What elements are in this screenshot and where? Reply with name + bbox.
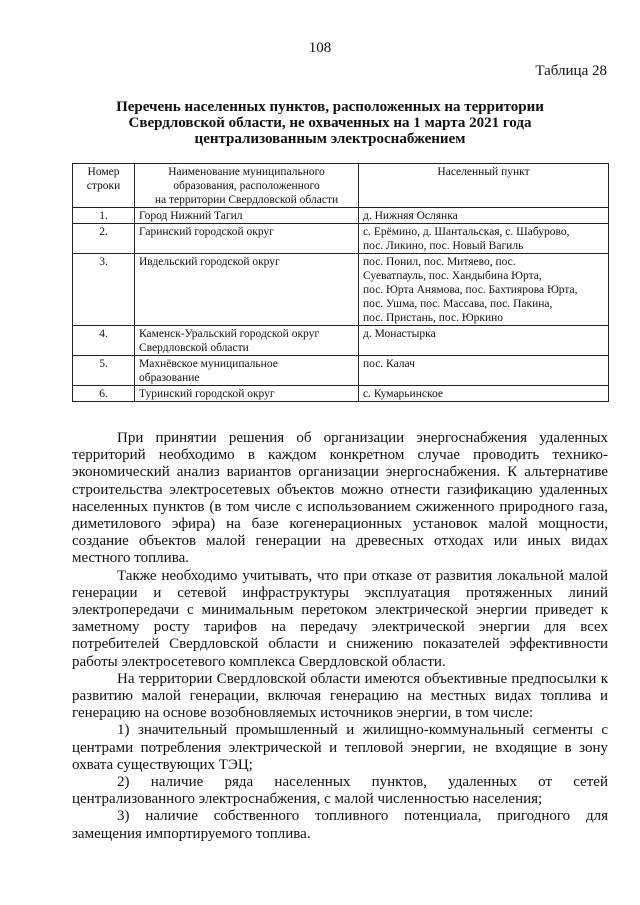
row-number: 1. — [73, 208, 135, 224]
row-number: 2. — [73, 224, 135, 254]
municipality-cell: Ивдельский городской округ — [135, 254, 359, 326]
row-number: 3. — [73, 254, 135, 326]
paragraph: Также необходимо учитывать, что при отказе от развития локальной малой генерации и сетевой инфраструктуры эксплуатация протяженных линий электропередачи с минимальным перетоком электрической энергии приведет к заметному росту тарифов на передачу электрической энергии для всех потребителей Свердловской области и снижению показателей эффективности работы электросетевого комплекса Свердловской области. — [72, 567, 608, 670]
municipality-cell: Туринский городской округ — [135, 386, 359, 402]
settlement-cell: пос. Понил, пос. Митяево, пос. Суеватпауль, пос. Хандыбина Юрта, пос. Юрта Анямова, пос. Бахтиярова Юрта, пос. Ушма, пос. Массава, пос. Пакина, пос. Пристань, пос. Юркино — [359, 254, 609, 326]
header-settlement: Населенный пункт — [359, 164, 609, 208]
settlements-table — [72, 163, 609, 402]
municipality-cell: Гаринский городской округ — [135, 224, 359, 254]
table-row — [73, 254, 609, 326]
row-number: 6. — [73, 386, 135, 402]
settlement-cell: с. Ерёмино, д. Шантальская, с. Шабурово, пос. Ликино, пос. Новый Вагиль — [359, 224, 609, 254]
table-header-row — [73, 164, 609, 208]
municipality-cell: Каменск-Уральский городской округ Свердловской области — [135, 326, 359, 356]
municipality-cell: Махнёвское муниципальное образование — [135, 356, 359, 386]
title-line: Перечень населенных пунктов, расположенных на территории — [116, 99, 544, 115]
settlement-cell: д. Монастырка — [359, 326, 609, 356]
table-row — [73, 386, 609, 402]
page-number: 108 — [308, 40, 332, 56]
settlement-cell: с. Кумарьинское — [359, 386, 609, 402]
paragraph: На территории Свердловской области имеются объективные предпосылки к развитию малой генерации, включая генерацию на местных видах топлива и генерацию на основе возобновляемых источников энергии, в том числе: — [72, 670, 608, 722]
table-title — [60, 99, 600, 147]
table-row — [73, 356, 609, 386]
table-row — [73, 326, 609, 356]
list-item: 3) наличие собственного топливного потенциала, пригодного для замещения импортируемого топлива. — [72, 808, 608, 842]
settlement-cell: пос. Калач — [359, 356, 609, 386]
list-item: 1) значительный промышленный и жилищно-коммунальный сегменты с центрами потребления электрической и тепловой энергии, не входящие в зону охвата существующих ТЭЦ; — [72, 722, 608, 773]
header-row-number: Номер строки — [73, 164, 135, 208]
paragraph: При принятии решения об организации энергоснабжения удаленных территорий необходимо в каждом конкретном случае проводить технико-экономический анализ вариантов организации энергоснабжения. К альтернативе строительства электросетевых объектов можно отнести газификацию удаленных населенных пунктов (в том числе с использованием сжиженного природного газа, диметилового эфира) на базе когенерационных установок малой мощности, создание объектов малой генерации на древесных отходах или иных видах местного топлива. — [72, 430, 608, 567]
header-municipality: Наименование муниципального образования, расположенного на территории Свердловской области — [135, 164, 359, 208]
title-line: централизованным электроснабжением — [194, 131, 466, 147]
list-item: 2) наличие ряда населенных пунктов, удаленных от сетей централизованного электроснабжения, с малой численностью населения; — [72, 774, 608, 808]
settlement-cell: д. Нижняя Ослянка — [359, 208, 609, 224]
body-text — [72, 430, 608, 843]
table-row — [73, 208, 609, 224]
title-line: Свердловской области, не охваченных на 1 марта 2021 года — [128, 115, 532, 131]
row-number: 5. — [73, 356, 135, 386]
table-row — [73, 224, 609, 254]
municipality-cell: Город Нижний Тагил — [135, 208, 359, 224]
table-label: Таблица 28 — [535, 63, 607, 79]
row-number: 4. — [73, 326, 135, 356]
